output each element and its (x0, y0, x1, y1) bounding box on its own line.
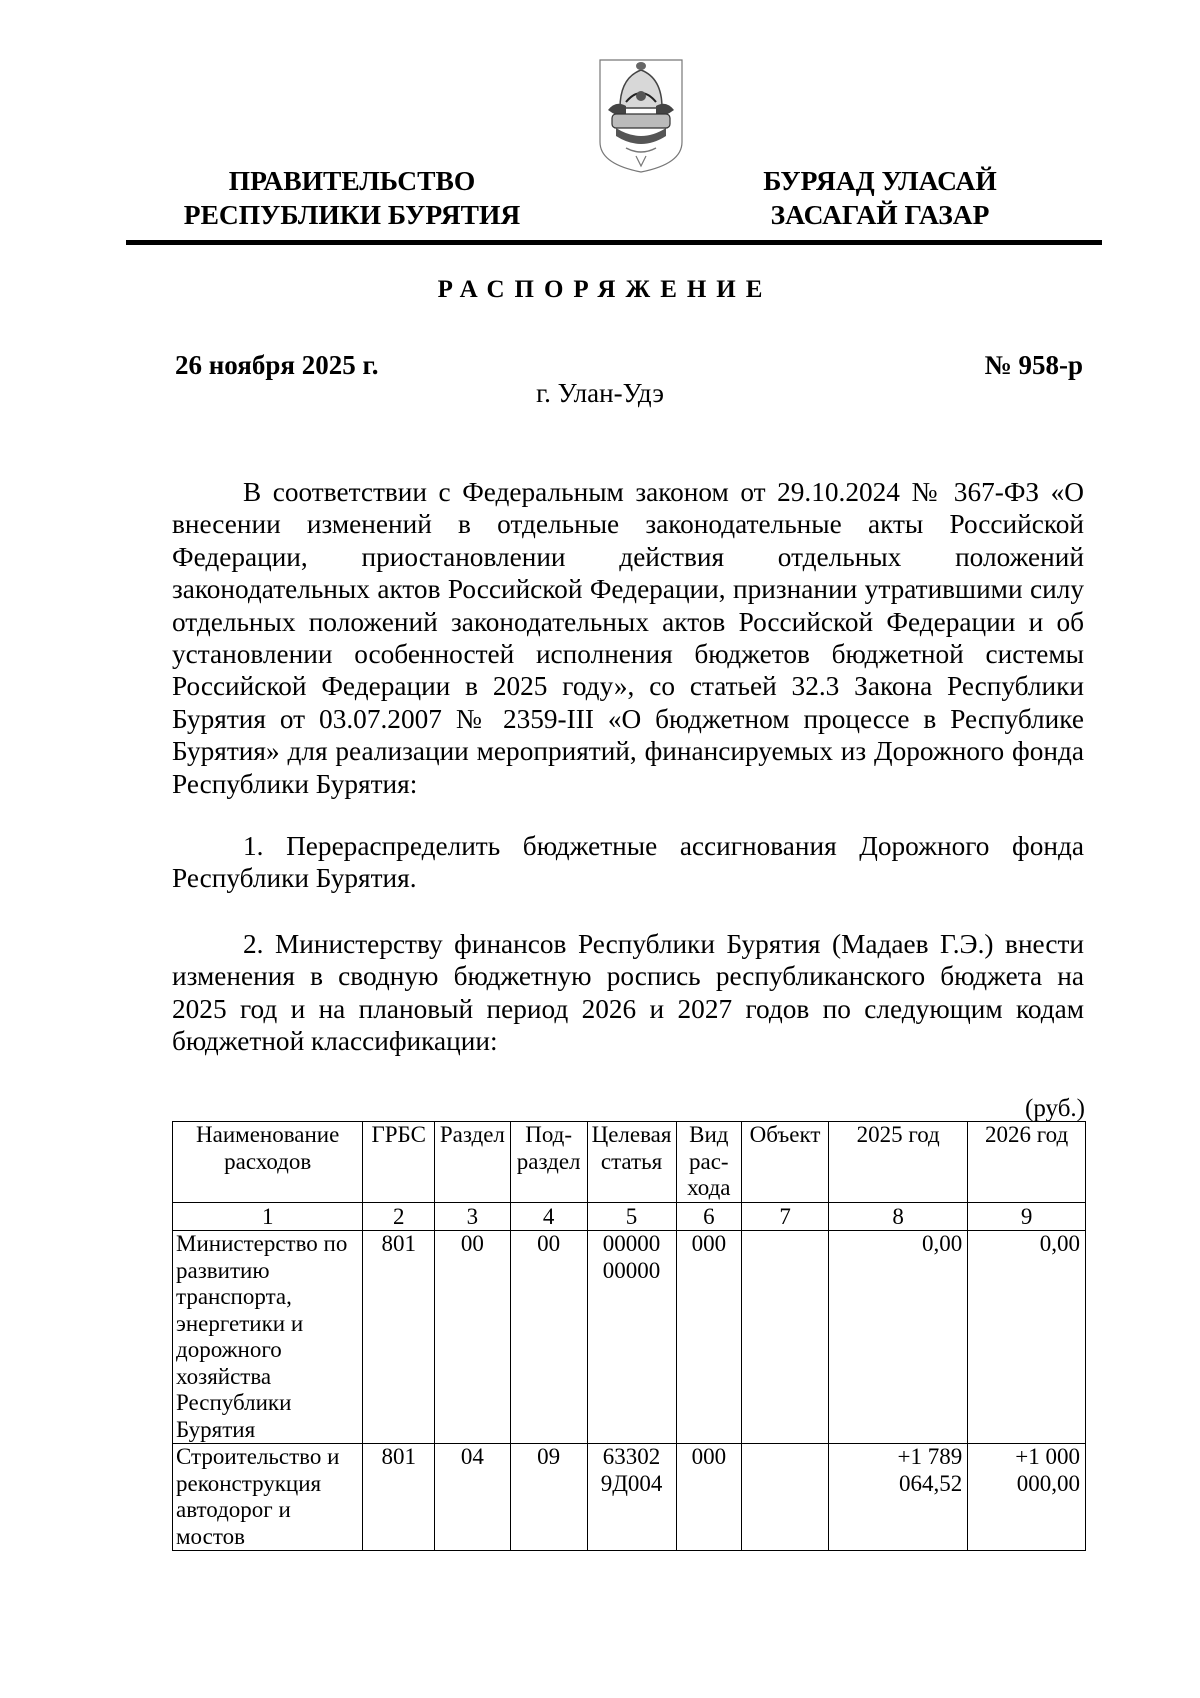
column-header: ГРБС (363, 1122, 435, 1203)
header-divider (126, 240, 1102, 245)
cell-razdel: 04 (435, 1444, 511, 1551)
cell-grbs: 801 (363, 1444, 435, 1551)
table-column-numbers-row (173, 1202, 1086, 1231)
column-header: Объект (742, 1122, 829, 1203)
cell-celevaya: 00000 00000 (587, 1231, 676, 1444)
paragraph-item-1: 1. Перераспределить бюджетные ассигнования Дорожного фонда Республики Бурятия. (172, 831, 1084, 894)
cell-name: Строительство и реконструкция автодорог и мостов (173, 1444, 363, 1551)
cell-object (742, 1231, 829, 1444)
column-header: Наименование расходов (173, 1122, 363, 1203)
column-header: Вид рас-хода (676, 1122, 742, 1203)
cell-2025: 0,00 (829, 1231, 968, 1444)
paragraph-item-2: 2. Министерству финансов Республики Бурятия (Мадаев Г.Э.) внести изменения в сводную бюджетную роспись республиканского бюджета на 2025 год и на плановый период 2026 и 2027 годов по следующим кодам бюджетной классификации: (172, 929, 1084, 1057)
paragraph-preamble: В соответствии с Федеральным законом от 29.10.2024 № 367-ФЗ «О внесении изменений в отдельные законодательные акты Российской Федерации, приостановлении действия отдельных положений законодательных актов Российской Федерации, признании утратившими силу отдельных положений законодательных актов Российской Федерации и об установлении особенностей исполнения бюджетов бюджетной системы Российской Федерации в 2025 году», со статьей 32.3 Закона Республики Бурятия от 03.07.2007 № 2359-III «О бюджетном процессе в Республике Бурятия» для реализации мероприятий, финансируемых из Дорожного фонда Республики Бурятия: (172, 477, 1084, 799)
table-row (173, 1231, 1086, 1444)
cell-2025: +1 789 064,52 (829, 1444, 968, 1551)
column-number: 9 (968, 1202, 1086, 1231)
column-number: 4 (510, 1202, 587, 1231)
column-number: 2 (363, 1202, 435, 1231)
column-number: 1 (173, 1202, 363, 1231)
column-number: 5 (587, 1202, 676, 1231)
column-number: 7 (742, 1202, 829, 1231)
org-name-russian (172, 164, 532, 232)
column-header: Раздел (435, 1122, 511, 1203)
org-name-line: РЕСПУБЛИКИ БУРЯТИЯ (183, 199, 521, 230)
budget-table (172, 1121, 1086, 1551)
column-header: 2025 год (829, 1122, 968, 1203)
cell-2026: 0,00 (968, 1231, 1086, 1444)
cell-vid: 000 (676, 1231, 742, 1444)
column-header: Под-раздел (510, 1122, 587, 1203)
document-city: г. Улан-Удэ (536, 378, 664, 408)
column-number: 6 (676, 1202, 742, 1231)
document-type-title: РАСПОРЯЖЕНИЕ (437, 276, 773, 303)
currency-unit: (руб.) (1025, 1095, 1085, 1122)
org-name-line: ПРАВИТЕЛЬСТВО (228, 165, 476, 196)
cell-grbs: 801 (363, 1231, 435, 1444)
cell-object (742, 1444, 829, 1551)
cell-podrazdel: 09 (510, 1444, 587, 1551)
column-number: 8 (829, 1202, 968, 1231)
document-number: № 958-р (984, 350, 1083, 380)
cell-podrazdel: 00 (510, 1231, 587, 1444)
org-name-buryat (720, 164, 1040, 232)
column-number: 3 (435, 1202, 511, 1231)
cell-vid: 000 (676, 1444, 742, 1551)
cell-2026: +1 000 000,00 (968, 1444, 1086, 1551)
cell-name: Министерство по развитию транспорта, энергетики и дорожного хозяйства Республики Бурятия (173, 1231, 363, 1444)
table-header-row (173, 1122, 1086, 1203)
cell-razdel: 00 (435, 1231, 511, 1444)
org-name-line: БУРЯАД УЛАСАЙ (763, 165, 997, 196)
coat-of-arms-icon (596, 56, 686, 174)
cell-celevaya: 63302 9Д004 (587, 1444, 676, 1551)
org-name-line: ЗАСАГАЙ ГАЗАР (770, 199, 990, 230)
table-row (173, 1444, 1086, 1551)
column-header: Целевая статья (587, 1122, 676, 1203)
column-header: 2026 год (968, 1122, 1086, 1203)
document-date: 26 ноября 2025 г. (175, 350, 379, 380)
